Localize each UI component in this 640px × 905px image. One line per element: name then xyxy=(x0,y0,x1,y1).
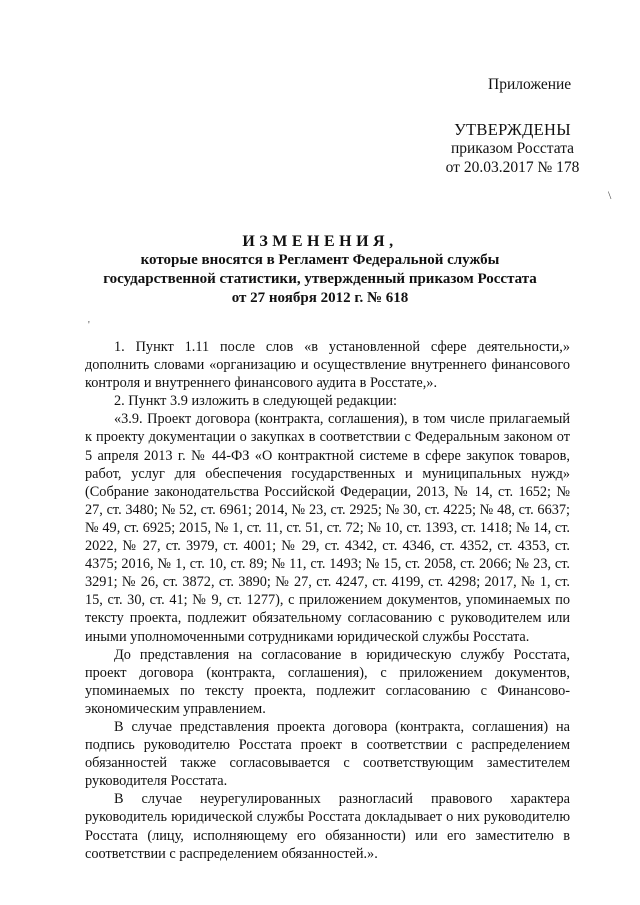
paragraph-5: В случае представления проекта договора (контракта, соглашения) на подпись руководителю Росстата проект в соответствии с распределением обязанностей также согласовывается с соответствующим заместителем руководителя Росстата. xyxy=(85,718,570,790)
scan-dot: ' xyxy=(88,320,90,331)
paragraph-4: До представления на согласование в юридическую службу Росстата, проект договора (контракта, соглашения), с приложением документов, упоминаемых по тексту проекта, подлежит согласованию с Финансово-экономическим управлением. xyxy=(85,646,570,717)
heading-title: ИЗМЕНЕНИЯ, xyxy=(242,233,398,250)
appendix-label: Приложение xyxy=(488,76,572,93)
paragraph-2: 2. Пункт 3.9 изложить в следующей редакции: xyxy=(114,393,397,410)
document-body xyxy=(85,338,570,863)
heading-line-3: от 27 ноября 2012 г. № 618 xyxy=(231,290,409,306)
heading-line-2: государственной статистики, утвержденный приказом Росстата xyxy=(103,271,537,287)
scan-mark: \ xyxy=(608,188,612,202)
approved-order: приказом Росстата xyxy=(450,140,575,157)
approval-block xyxy=(440,120,585,177)
approved-date: от 20.03.2017 № 178 xyxy=(445,159,580,176)
paragraph-3: «3.9. Проект договора (контракта, соглашения), в том числе прилагаемый к проекту документации о закупках в соответствии с Федеральным законом от 5 апреля 2013 г. № 44-ФЗ «О контрактной системе в сфере закупок товаров, работ, услуг для обеспечения государственных и муниципальных нужд» (Собрание законодательства Российской Федерации, 2013, № 14, ст. 1652; № 27, ст. 3480; № 52, ст. 6961; 2014, № 23, ст. 2925; № 30, ст. 4225; № 48, ст. 6637; № 49, ст. 6925; 2015, № 1, ст. 11, ст. 51, ст. 72; № 10, ст. 1393, ст. 1418; № 14, ст. 2022, № 27, ст. 3979, ст. 4001; № 29, ст. 4342, ст. 4346, ст. 4352, ст. 4353, ст. 4375; 2016, № 1, ст. 10, ст. 89; № 11, ст. 1493; № 15, ст. 2058, ст. 2066; № 23, ст. 3291; № 26, ст. 3872, ст. 3890; № 27, ст. 4247, ст. 4199, ст. 4298; 2017, № 1, ст. 15, ст. 30, ст. 41; № 9, ст. 1277), с приложением документов, упоминаемых по тексту проекта, подлежит обязательному согласованию с руководителем или иными уполномоченными сотрудниками юридической службы Росстата. xyxy=(85,411,570,645)
paragraph-6: В случае неурегулированных разногласий правового характера руководитель юридической службы Росстата докладывает о них руководителю Росстата (лицу, исполняющему его обязанности) или его заместителю в соответствии с распределением обязанностей.». xyxy=(85,791,570,862)
document-heading xyxy=(100,232,540,308)
heading-line-1: которые вносятся в Регламент Федеральной службы xyxy=(140,252,500,268)
paragraph-1: 1. Пункт 1.11 после слов «в установленной сфере деятельности,» дополнить словами «организацию и осуществление внутреннего финансового контроля и внутреннего финансового аудита в Росстате,». xyxy=(85,339,570,392)
approved-title: УТВЕРЖДЕНЫ xyxy=(454,120,571,139)
